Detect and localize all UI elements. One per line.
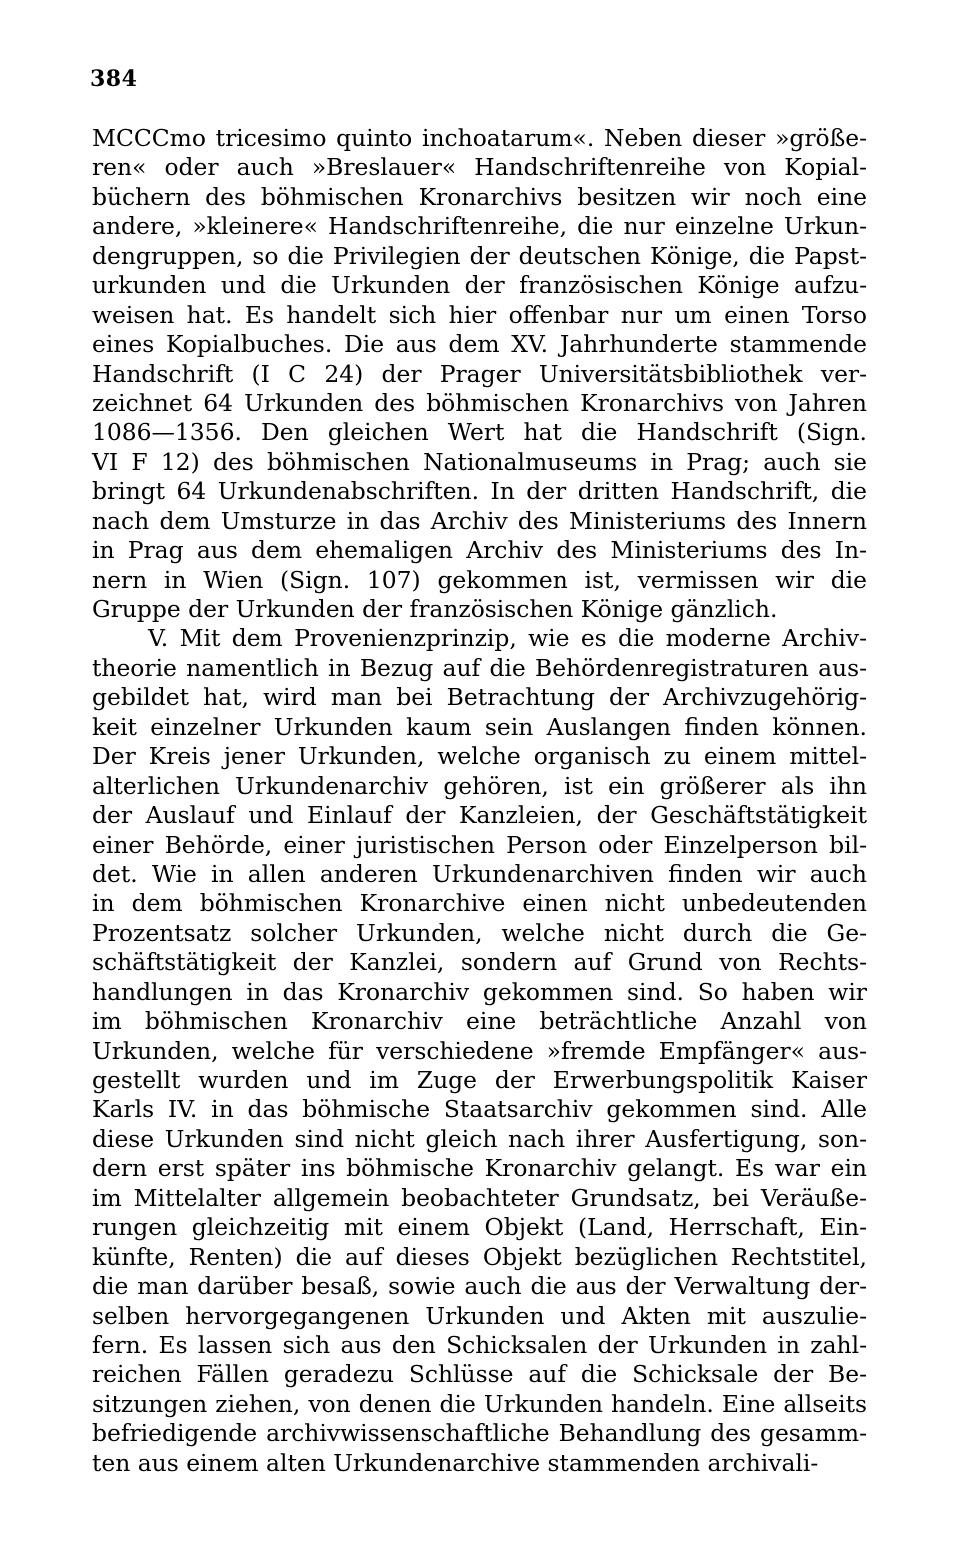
text-line: in dem böhmischen Kronarchive einen nicht unbedeutenden <box>92 889 867 918</box>
text-line: fern. Es lassen sich aus den Schicksalen der Urkunden in zahl- <box>92 1330 867 1359</box>
text-line: andere, »kleinere« Handschriftenreihe, die nur einzelne Urkun- <box>92 212 867 241</box>
text-line: nach dem Umsturze in das Archiv des Ministeriums des Innern <box>92 506 867 535</box>
text-line: Der Kreis jener Urkunden, welche organisch zu einem mittel- <box>92 742 867 771</box>
text-line: im Mittelalter allgemein beobachteter Grundsatz, bei Veräuße- <box>92 1183 867 1212</box>
paragraph <box>92 124 867 624</box>
text-line: selben hervorgegangenen Urkunden und Akten mit auszulie- <box>92 1301 867 1330</box>
text-line: nern in Wien (Sign. 107) gekommen ist, vermissen wir die <box>92 565 867 594</box>
text-line: befriedigende archivwissenschaftliche Behandlung des gesamm- <box>92 1419 867 1448</box>
text-line: schäftstätigkeit der Kanzlei, sondern auf Grund von Rechts- <box>92 948 867 977</box>
text-line: V. Mit dem Provenienzprinzip, wie es die moderne Archiv- <box>148 624 867 653</box>
text-line: künfte, Renten) die auf dieses Objekt bezüglichen Rechtstitel, <box>92 1242 867 1271</box>
text-line: der Auslauf und Einlauf der Kanzleien, der Geschäftstätigkeit <box>92 801 867 830</box>
text-line: gebildet hat, wird man bei Betrachtung der Archivzugehörig- <box>92 683 867 712</box>
text-line: rungen gleichzeitig mit einem Objekt (Land, Herrschaft, Ein- <box>92 1213 867 1242</box>
text-line: dern erst später ins böhmische Kronarchiv gelangt. Es war ein <box>92 1154 867 1183</box>
page-number: 384 <box>90 66 138 92</box>
text-line: diese Urkunden sind nicht gleich nach ihrer Ausfertigung, son- <box>92 1124 867 1153</box>
text-line: gestellt wurden und im Zuge der Erwerbungspolitik Kaiser <box>92 1066 867 1094</box>
text-line: in Prag aus dem ehemaligen Archiv des Ministeriums des In- <box>92 536 867 565</box>
text-line: Karls IV. in das böhmische Staatsarchiv gekommen sind. Alle <box>92 1095 867 1124</box>
body-text <box>92 124 867 1478</box>
text-line: ten aus einem alten Urkundenarchive stammenden archivali- <box>92 1448 819 1477</box>
text-line: Urkunden, welche für verschiedene »fremde Empfänger« aus- <box>92 1036 867 1065</box>
text-line: 1086—1356. Den gleichen Wert hat die Handschrift (Sign. <box>92 418 867 447</box>
text-line: handlungen in das Kronarchiv gekommen sind. So haben wir <box>92 977 867 1006</box>
text-line: Gruppe der Urkunden der französischen Könige gänzlich. <box>92 595 778 623</box>
text-line: alterlichen Urkundenarchiv gehören, ist ein größerer als ihn <box>92 771 867 800</box>
text-line: MCCCmo tricesimo quinto inchoatarum«. Neben dieser »größe- <box>92 124 867 152</box>
text-line: urkunden und die Urkunden der französischen Könige aufzu- <box>92 271 867 300</box>
text-line: VI F 12) des böhmischen Nationalmuseums in Prag; auch sie <box>92 447 867 476</box>
text-line: dengruppen, so die Privilegien der deutschen Könige, die Papst- <box>92 241 867 270</box>
text-line: weisen hat. Es handelt sich hier offenbar nur um einen Torso <box>92 300 867 329</box>
text-line: Handschrift (I C 24) der Prager Universitätsbibliothek ver- <box>92 359 867 388</box>
text-line: zeichnet 64 Urkunden des böhmischen Kronarchivs von Jahren <box>92 388 867 417</box>
text-line: reichen Fällen geradezu Schlüsse auf die Schicksale der Be- <box>92 1360 867 1389</box>
paragraph <box>92 624 867 1478</box>
text-line: bringt 64 Urkundenabschriften. In der dritten Handschrift, die <box>92 477 867 506</box>
text-line: Prozentsatz solcher Urkunden, welche nicht durch die Ge- <box>92 918 867 947</box>
text-line: einer Behörde, einer juristischen Person oder Einzelperson bil- <box>92 830 867 859</box>
text-line: im böhmischen Kronarchiv eine beträchtliche Anzahl von <box>92 1007 867 1036</box>
text-line: ren« oder auch »Breslauer« Handschriftenreihe von Kopial- <box>92 153 867 182</box>
text-line: theorie namentlich in Bezug auf die Behördenregistraturen aus- <box>92 653 867 682</box>
text-line: det. Wie in allen anderen Urkundenarchiven finden wir auch <box>92 859 867 888</box>
text-line: keit einzelner Urkunden kaum sein Auslangen finden können. <box>92 712 867 741</box>
text-line: die man darüber besaß, sowie auch die aus der Verwaltung der- <box>92 1272 867 1301</box>
text-line: büchern des böhmischen Kronarchivs besitzen wir noch eine <box>92 182 867 211</box>
text-line: eines Kopialbuches. Die aus dem XV. Jahrhunderte stammende <box>92 330 867 359</box>
text-line: sitzungen ziehen, von denen die Urkunden handeln. Eine allseits <box>92 1389 867 1418</box>
